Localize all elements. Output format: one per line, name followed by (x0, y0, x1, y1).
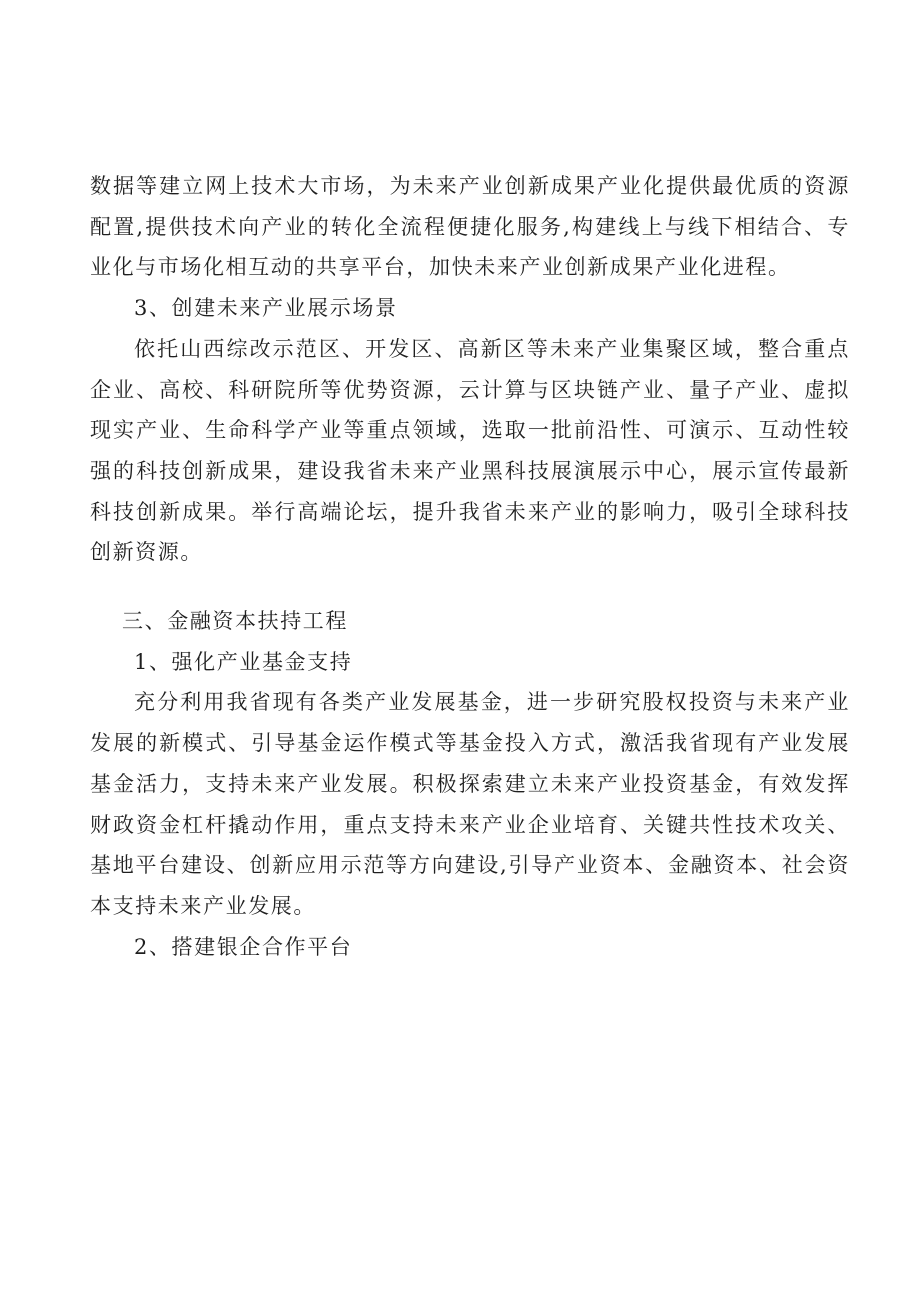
chapter-heading-financial-capital: 三、金融资本扶持工程 (122, 609, 348, 634)
section-heading-industry-fund: 1、强化产业基金支持 (134, 649, 353, 674)
paragraph-industry-fund: 充分利用我省现有各类产业发展基金，进一步研究股权投资与未来产业发展的新模式、引导基金运作模式等基金投入方式，激活我省现有产业发展基金活力，支持未来产业发展。积极探索建立未来产业投资基金，有效发挥财政资金杠杆撬动作用，重点支持未来产业企业培育、关键共性技术攻关、基地平台建设、创新应用示范等方向建设,引导产业资本、金融资本、社会资本支持未来产业发展。 (90, 690, 850, 918)
paragraph-continuation: 数据等建立网上技术大市场，为未来产业创新成果产业化提供最优质的资源配置,提供技术向产业的转化全流程便捷化服务,构建线上与线下相结合、专业化与市场化相互动的共享平台，加快未来产业创新成果产业化进程。 (90, 174, 850, 280)
paragraph-showcase-scenes: 依托山西综改示范区、开发区、高新区等未来产业集聚区域，整合重点企业、高校、科研院所等优势资源，云计算与区块链产业、量子产业、虚拟现实产业、生命科学产业等重点领域，选取一批前沿性、可演示、互动性较强的科技创新成果，建设我省未来产业黑科技展演展示中心，展示宣传最新科技创新成果。举行高端论坛，提升我省未来产业的影响力，吸引全球科技创新资源。 (90, 336, 850, 565)
section-heading-showcase-scenes: 3、创建未来产业展示场景 (134, 296, 398, 321)
section-heading-bank-enterprise-platform: 2、搭建银企合作平台 (134, 934, 353, 959)
document-body (90, 166, 850, 967)
